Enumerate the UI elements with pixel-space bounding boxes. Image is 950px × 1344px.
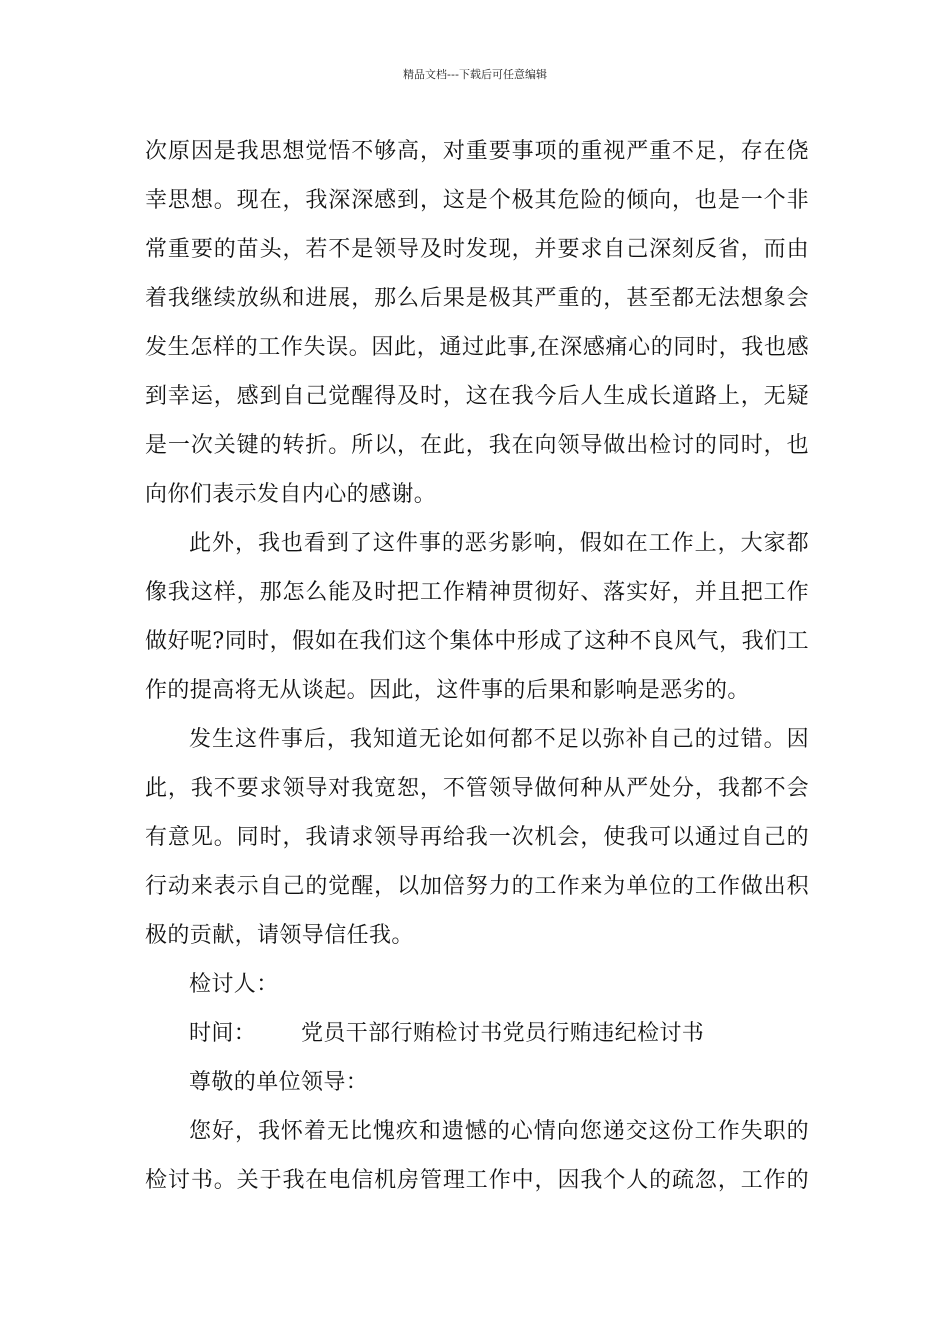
text-line: 检讨书。关于我在电信机房管理工作中，因我个人的疏忽，工作的 — [145, 1168, 809, 1193]
paragraph-2 — [145, 519, 809, 715]
time-label: 时间： — [189, 1021, 257, 1046]
text-line: 做好呢?同时，假如在我们这个集体中形成了这种不良风气，我们工 — [145, 629, 809, 654]
text-line: 到幸运，感到自己觉醒得及时，这在我今后人生成长道路上，无疑 — [145, 384, 809, 409]
text-line: 着我继续放纵和进展，那么后果是极其严重的，甚至都无法想象会 — [145, 286, 809, 311]
text-line: 次原因是我思想觉悟不够高，对重要事项的重视严重不足，存在侥 — [145, 139, 809, 164]
next-document-title: 党员干部行贿检讨书党员行贿违纪检讨书 — [301, 1021, 705, 1046]
text-line: 发生这件事后，我知道无论如何都不足以弥补自己的过错。因 — [189, 727, 809, 752]
text-line: 幸思想。现在，我深深感到，这是个极其危险的倾向，也是一个非 — [145, 188, 809, 213]
paragraph-3 — [145, 715, 809, 960]
text-line: 行动来表示自己的觉醒，以加倍努力的工作来为单位的工作做出积 — [145, 874, 809, 899]
paragraph-1 — [145, 127, 809, 519]
text-line: 作的提高将无从谈起。因此，这件事的后果和影响是恶劣的。 — [145, 678, 750, 703]
text-line: 像我这样，那怎么能及时把工作精神贯彻好、落实好，并且把工作 — [145, 580, 809, 605]
text-line: 有意见。同时，我请求领导再给我一次机会，使我可以通过自己的 — [145, 825, 809, 850]
text-line: 常重要的苗头，若不是领导及时发现，并要求自己深刻反省，而由 — [145, 237, 809, 262]
salutation: 尊敬的单位领导： — [189, 1070, 369, 1095]
letter-paragraph — [145, 1107, 809, 1205]
text-line: 此外，我也看到了这件事的恶劣影响，假如在工作上，大家都 — [189, 531, 809, 556]
text-line: 发生怎样的工作失误。因此，通过此事,在深感痛心的同时，我也感 — [145, 335, 809, 360]
text-line: 是一次关键的转折。所以，在此，我在向领导做出检讨的同时，也 — [145, 433, 809, 458]
document-body — [145, 127, 809, 1205]
text-line: 极的贡献，请领导信任我。 — [145, 923, 414, 948]
text-line: 向你们表示发自内心的感谢。 — [145, 482, 437, 507]
text-line: 您好，我怀着无比愧疚和遗憾的心情向您递交这份工作失职的 — [189, 1119, 809, 1144]
page-header: 精品文档---下载后可任意编辑 — [403, 68, 547, 81]
time-line — [145, 1009, 809, 1058]
reviewer-label: 检讨人： — [189, 972, 279, 997]
text-line: 此，我不要求领导对我宽恕，不管领导做何种从严处分，我都不会 — [145, 776, 809, 801]
